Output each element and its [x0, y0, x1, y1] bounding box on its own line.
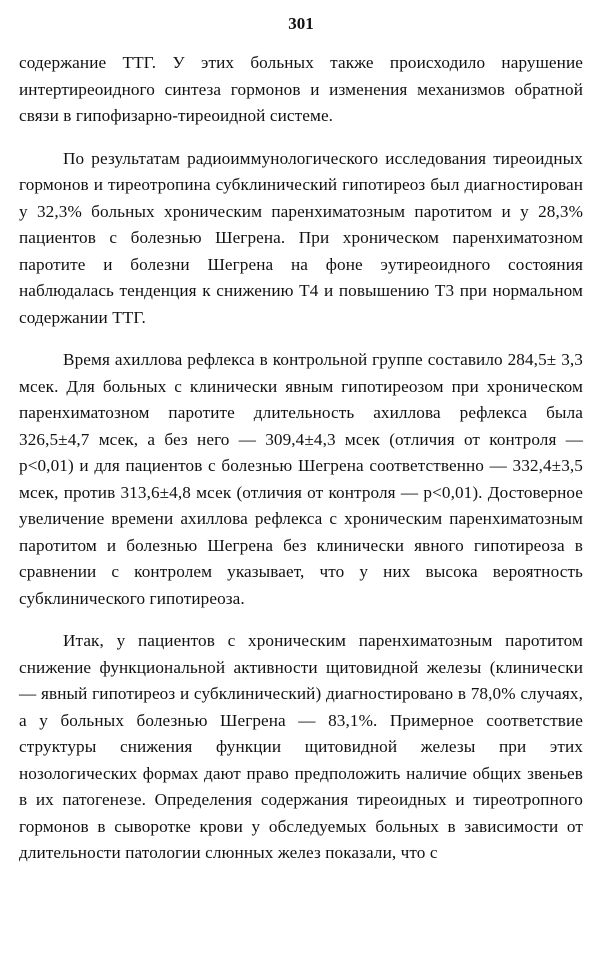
document-page — [19, 14, 583, 867]
page-number: 301 — [288, 14, 314, 33]
paragraph-radioimmunology-results: По результатам радиоиммунологического исследования тиреоидных гормонов и тиреотропина субклинический гипотиреоз был диагностирован у 32,3% больных хроническим паренхиматозным паротитом и у 28,3% пациентов с болезнью Шегрена. При хроническом паренхиматозном паротите и болезни Шегрена на фоне эутиреоидного состояния наблюдалась тенденция к снижению Т4 и повышению Т3 при нормальном содержании ТТГ. — [19, 148, 583, 327]
paragraph-continuation: содержание ТТГ. У этих больных также происходило нарушение интертиреоидного синтеза гормонов и изменения механизмов обратной связи в гипофизарно-тиреоидной системе. — [19, 53, 583, 125]
paragraph-achilles-reflex: Время ахиллова рефлекса в контрольной группе составило 284,5± 3,3 мсек. Для больных с клинически явным гипотиреозом при хроническом паренхиматозном паротите длительность ахиллова рефлекса была 326,5±4,7 мсек, а без него — 309,4±4,3 мсек (отличия от контроля — p<0,01) и для пациентов с болезнью Шегрена соответственно — 332,4±3,5 мсек, против 313,6±4,8 мсек (отличия от контроля — p<0,01). Достоверное увеличение времени ахиллова рефлекса с хроническим паренхиматозным паротитом и болезнью Шегрена без клинически явного гипотиреоза в сравнении с контролем указывает, что у них высока вероятность субклинического гипотиреоза. — [19, 350, 583, 608]
paragraph-conclusion: Итак, у пациентов с хроническим паренхиматозным паротитом снижение функциональной активности щитовидной железы (клинически — явный гипотиреоз и субклинический) диагностировано в 78,0% случаях, а у больных болезнью Шегрена — 83,1%. Примерное соответствие структуры снижения функции щитовидной железы при этих нозологических формах дают право предположить наличие общих звеньев в их патогенезе. Определения содержания тиреоидных и тиреотропного гормонов в сыворотке крови у обследуемых больных в зависимости от длительности патологии слюнных желез показали, что с — [19, 631, 583, 862]
